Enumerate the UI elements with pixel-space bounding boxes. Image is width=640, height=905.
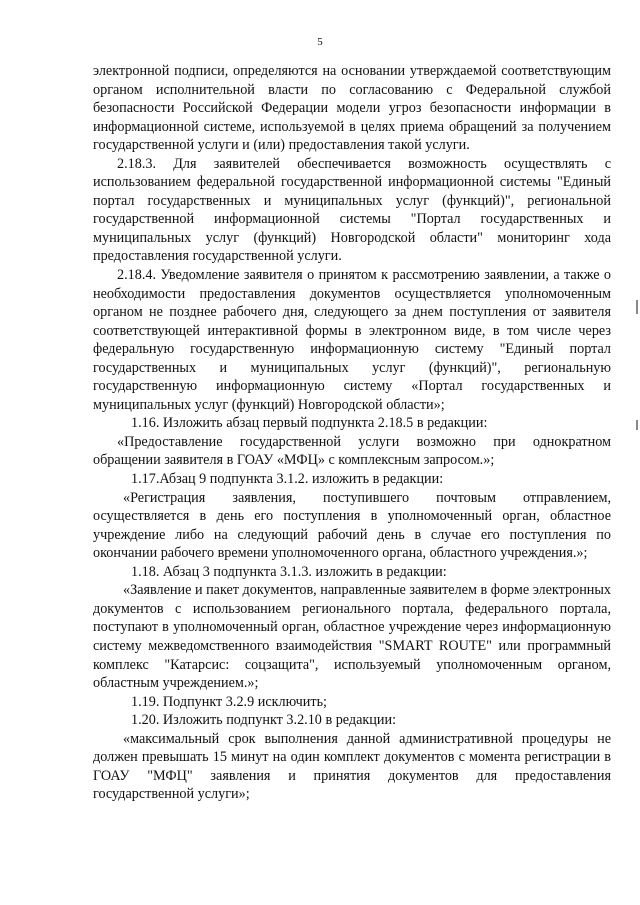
page-number: 5 — [317, 36, 323, 48]
paragraph-signature-continuation: электронной подписи, определяются на основании утверждаемой соответствующим органом исполнительной власти по согласованию с Федеральной службой безопасности Российской Федерации модели угроз безопасности информации в информационной системе, используемой в целях приема обращений за получением государственной услуги и (или) предоставления такой услуги. — [93, 63, 611, 154]
paragraph-2-18-4: 2.18.4. Уведомление заявителя о принятом к рассмотрению заявлении, а также о необходимости предоставления документов осуществляется уполномоченным органом не позднее рабочего дня, следующего за днем поступления от заявителя соответствующей интерактивной формы в электронном виде, в том числе через федеральную государственную информационную систему "Единый портал государственных и муниципальных услуг (функций)", региональную государственную информационную систему «Портал государственных и муниципальных услуг (функций) Новгородской области»; — [93, 267, 611, 413]
paragraph-1-16-text: «Предоставление государственной услуги возможно при однократном обращении заявителя в ГОАУ «МФЦ» с комплексным запросом.»; — [93, 433, 611, 469]
paragraph-1-17-text: «Регистрация заявления, поступившего почтовым отправлением, осуществляется в день его поступления в уполномоченный орган, областное учреждение либо на следующий рабочий день в случае его поступления по окончании рабочего времени уполномоченного органа, областного учреждения.»; — [93, 489, 611, 562]
document-body — [93, 62, 611, 804]
paragraph-1-19: 1.19. Подпункт 3.2.9 исключить; — [131, 693, 327, 710]
paragraph-2-18-3: 2.18.3. Для заявителей обеспечивается возможность осуществлять с использованием федеральной государственной информационной системы "Единый портал государственных и муниципальных услуг (функций)", региональной государственной информационной системы "Портал государственных и муниципальных услуг (функций) Новгородской области" мониторинг хода предоставления государственной услуги. — [93, 155, 611, 265]
scan-edge-mark — [636, 420, 638, 430]
paragraph-1-16: 1.16. Изложить абзац первый подпункта 2.18.5 в редакции: — [131, 415, 488, 432]
paragraph-1-18-text: «Заявление и пакет документов, направленные заявителем в форме электронных документов с использованием регионального портала, федерального портала, поступают в уполномоченный орган, областное учреждение через информационную систему межведомственного взаимодействия "SMART ROUTE" или программный комплекс "Катарсис: соцзащита", используемый уполномоченным органом, областным учреждением.»; — [93, 582, 612, 692]
paragraph-1-18: 1.18. Абзац 3 подпункта 3.1.3. изложить в редакции: — [131, 563, 447, 580]
scan-edge-mark — [636, 300, 638, 314]
paragraph-1-20: 1.20. Изложить подпункт 3.2.10 в редакции: — [131, 712, 397, 729]
paragraph-1-17: 1.17.Абзац 9 подпункта 3.1.2. изложить в редакции: — [131, 471, 444, 488]
paragraph-1-20-text: «максимальный срок выполнения данной административной процедуры не должен превышать 15 минут на один комплект документов с момента регистрации в ГОАУ "МФЦ" заявления и принятия документов для предоставления государственной услуги»; — [93, 730, 611, 803]
